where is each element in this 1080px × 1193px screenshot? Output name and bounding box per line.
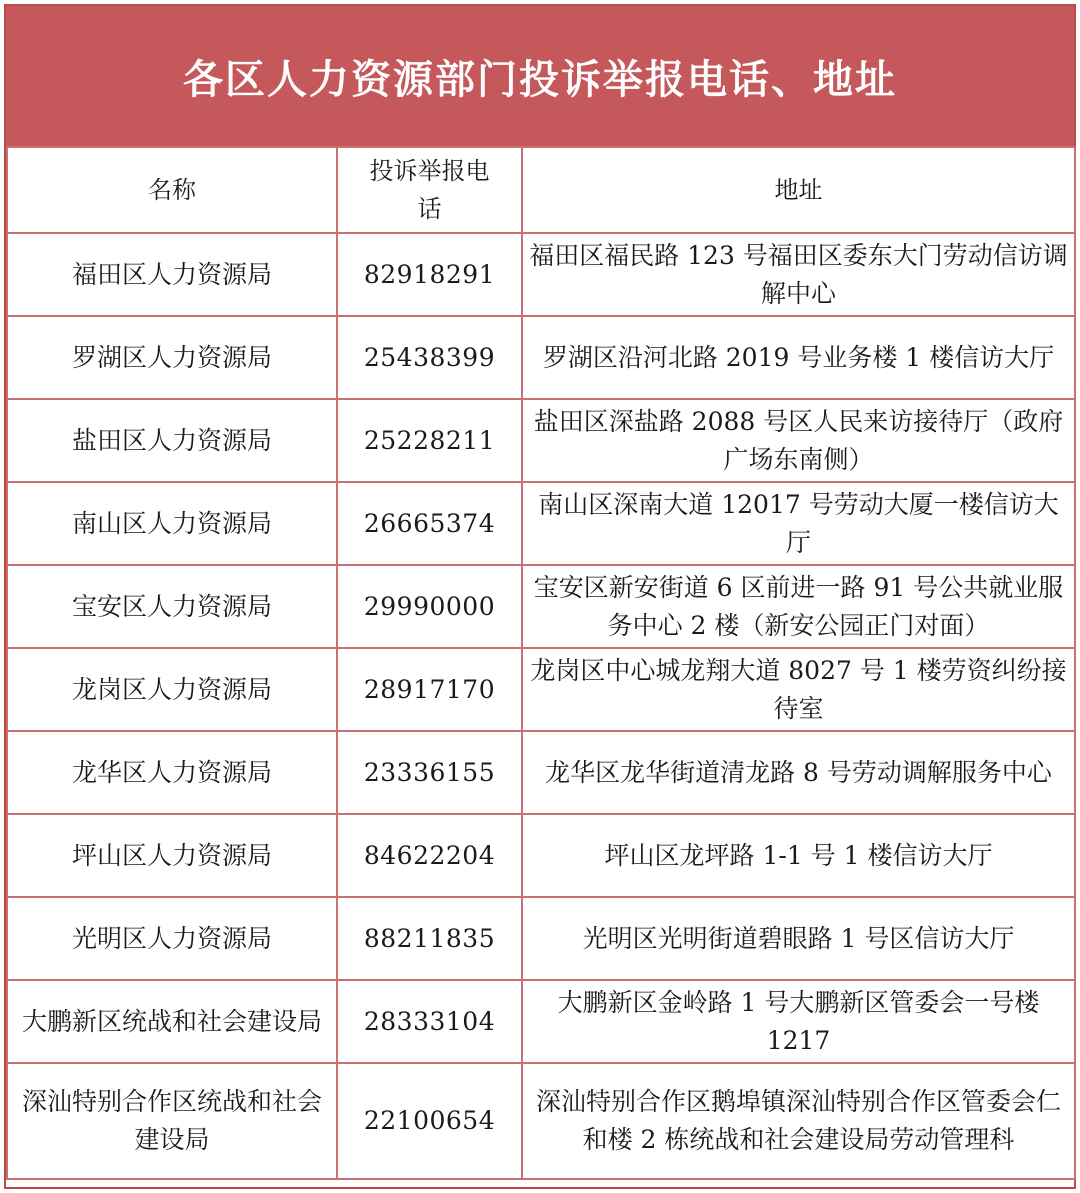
cell-name: 大鹏新区统战和社会建设局 bbox=[7, 980, 337, 1063]
cell-name: 福田区人力资源局 bbox=[7, 233, 337, 316]
table-row bbox=[7, 316, 1075, 399]
table-row bbox=[7, 897, 1075, 980]
cell-name: 南山区人力资源局 bbox=[7, 482, 337, 565]
cell-address: 龙华区龙华街道清龙路 8 号劳动调解服务中心 bbox=[522, 731, 1075, 814]
table-row bbox=[7, 980, 1075, 1063]
cell-phone: 29990000 bbox=[337, 565, 522, 648]
cell-phone: 28333104 bbox=[337, 980, 522, 1063]
cell-address: 坪山区龙坪路 1-1 号 1 楼信访大厅 bbox=[522, 814, 1075, 897]
table-body bbox=[7, 233, 1075, 1179]
cell-address: 福田区福民路 123 号福田区委东大门劳动信访调解中心 bbox=[522, 233, 1075, 316]
cell-address: 光明区光明街道碧眼路 1 号区信访大厅 bbox=[522, 897, 1075, 980]
cell-phone: 25438399 bbox=[337, 316, 522, 399]
page-title: 各区人力资源部门投诉举报电话、地址 bbox=[183, 56, 897, 103]
table-row bbox=[7, 482, 1075, 565]
table-row bbox=[7, 648, 1075, 731]
table-row bbox=[7, 399, 1075, 482]
cell-name: 宝安区人力资源局 bbox=[7, 565, 337, 648]
title-bar bbox=[6, 6, 1074, 146]
cell-address: 龙岗区中心城龙翔大道 8027 号 1 楼劳资纠纷接待室 bbox=[522, 648, 1075, 731]
cell-phone: 22100654 bbox=[337, 1063, 522, 1179]
header-name: 名称 bbox=[7, 147, 337, 233]
cell-phone: 23336155 bbox=[337, 731, 522, 814]
cell-name: 罗湖区人力资源局 bbox=[7, 316, 337, 399]
cell-address: 大鹏新区金岭路 1 号大鹏新区管委会一号楼 1217 bbox=[522, 980, 1075, 1063]
cell-name: 龙华区人力资源局 bbox=[7, 731, 337, 814]
header-row bbox=[7, 147, 1075, 233]
cell-address: 南山区深南大道 12017 号劳动大厦一楼信访大厅 bbox=[522, 482, 1075, 565]
cell-phone: 26665374 bbox=[337, 482, 522, 565]
table-frame bbox=[4, 4, 1076, 1189]
cell-address: 深汕特别合作区鹅埠镇深汕特别合作区管委会仁和楼 2 栋统战和社会建设局劳动管理科 bbox=[522, 1063, 1075, 1179]
cell-name: 盐田区人力资源局 bbox=[7, 399, 337, 482]
table-row bbox=[7, 814, 1075, 897]
header-address: 地址 bbox=[522, 147, 1075, 233]
cell-phone: 82918291 bbox=[337, 233, 522, 316]
cell-address: 罗湖区沿河北路 2019 号业务楼 1 楼信访大厅 bbox=[522, 316, 1075, 399]
cell-name: 龙岗区人力资源局 bbox=[7, 648, 337, 731]
cell-phone: 84622204 bbox=[337, 814, 522, 897]
cell-phone: 88211835 bbox=[337, 897, 522, 980]
table-row bbox=[7, 1063, 1075, 1179]
cell-name: 光明区人力资源局 bbox=[7, 897, 337, 980]
table-row bbox=[7, 233, 1075, 316]
cell-name: 深汕特别合作区统战和社会建设局 bbox=[7, 1063, 337, 1179]
table-row bbox=[7, 565, 1075, 648]
cell-address: 盐田区深盐路 2088 号区人民来访接待厅（政府广场东南侧） bbox=[522, 399, 1075, 482]
cell-phone: 28917170 bbox=[337, 648, 522, 731]
cell-name: 坪山区人力资源局 bbox=[7, 814, 337, 897]
table-row bbox=[7, 731, 1075, 814]
cell-phone: 25228211 bbox=[337, 399, 522, 482]
cell-address: 宝安区新安街道 6 区前进一路 91 号公共就业服务中心 2 楼（新安公园正门对面） bbox=[522, 565, 1075, 648]
contact-table bbox=[6, 146, 1076, 1180]
header-phone: 投诉举报电话 bbox=[337, 147, 522, 233]
